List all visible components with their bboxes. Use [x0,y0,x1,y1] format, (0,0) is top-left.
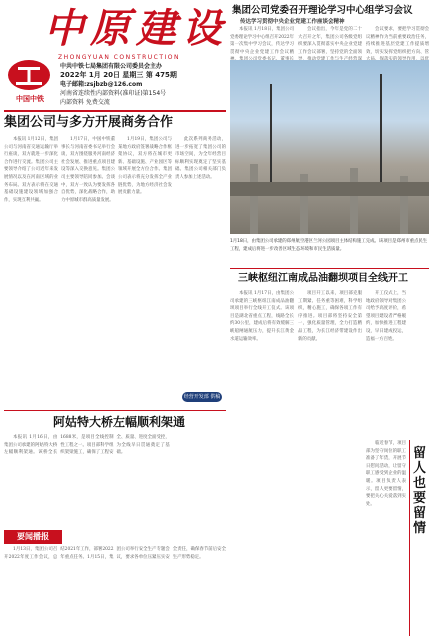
note: 内部资料 免费交流 [60,99,110,106]
main-article-title: 集团公司与多方开展商务合作 [4,115,174,130]
bridge-deck [230,182,429,196]
issue-date: 2022年 1月 20日 星期三 第 475期 [60,71,177,79]
permit: 河南省连续性内部资料(准印证)第154号 [60,90,167,97]
main-column-1 [4,136,58,408]
paragraph: 项目开工以来，项目部克服工期紧、任务重等困难，科学组织，精心施工，确保各项工作有序推进。项目部将坚持安全第一，强化质量管理，全力打造精品工程，为长江经济带建设作出新的贡献。 [298,291,362,342]
masthead-info [60,62,220,107]
paragraph: 本报讯 1月16日，由集团公司承建的阿姑特大桥左幅顺利架通。该桥全长1688米，是项目全线控制性工程之一。项目部科学组织架梁施工，确保了工程安全、质量、进度全面受控，为全线早日贯通奠定了基础。 [4,435,170,456]
email: 电子邮箱:zsjbzb@126.com [60,81,143,88]
paragraph: 1月17日，中国中铁董事长与河南省委书记举行会谈，双方围绕服务河南经济社会发展、推进重点项目建设等深入交换意见。集团公司主要领导陪同参加。会谈中，双方一致认为要发挥各自优势，深化战略合作，助力中原城市群高质量发展。 [61,137,115,203]
logo-label: 中国中铁 [16,95,44,103]
news-tag: 要闻播报 [4,530,62,544]
publisher: 中共中铁七局集团有限公司委员会主办 [60,63,163,70]
paragraph: 本报讯 1月17日，由集团公司承建的三峡枢纽江南成品油翻坝项目举行全线开工仪式。该项目是湖北省重点工程，线路全长约30公里，建成后将有效缓解三峡船闸通航压力，提升长江黄金水道运输效率。 [230,291,294,342]
news-body [4,546,226,636]
construction-photo [230,60,429,234]
paragraph: 本报讯 1月12日，集团公司与河南省交通运输厅举行座谈，双方就进一步深化合作进行交流。集团公司主要领导介绍了公司近年来发展情况以及在河南区域的业务布局。双方表示将在交通基础设施建设领域加强合作，实现互利共赢。 [4,137,58,203]
top-article-title: 集团公司党委召开理论学习中心组学习会议 [232,5,413,16]
right-column-body [366,440,406,636]
bridge-article-title: 三峡枢纽江南成品油翻坝项目全线开工 [238,273,408,284]
masthead-title: 中原建设 [44,5,228,52]
paragraph: 1月13日，集团公司召开2022年度工作会议，总结2021年工作，部署2022年重点任务。1月15日，集团公司举行安全生产专题会议，要求各单位压紧压实安全责任，确保春节前后安全生产形势稳定。 [4,547,226,560]
paragraph: 本报讯 1月18日，集团公司党委理论学习中心组召开2022年第一次集中学习会议，传达学习贯彻中央企业党建工作会议精 [230,27,294,55]
main-column-4 [175,136,226,388]
top-article-subtitle: 传达学习贯彻中央企业党建工作座谈会精神 [240,19,345,25]
section-rule [4,410,226,411]
paragraph: 会议指出，今年是党的二十大召开之年，集团公司各级党组织要深入贯彻落实中央企业党建工作会议部署，坚持党的全面领 [298,27,362,55]
paragraph: 开工仪式上，当地政府领导对集团公司给予高度评价，希望项目建设者严格履约，加快推进工程建设，早日建成投运，造福一方百姓。 [366,291,406,342]
azt-article-title: 阿姑特大桥左幅顺利架通 [52,415,185,429]
paragraph: 会议要求，要把学习贯彻会议精神作为当前重要政治任务，持续推进基层党建工作提质增效，切实发挥党组织把方向、管 [366,27,429,55]
vertical-title: 留人也要留情 [413,446,427,536]
masthead-rule [4,110,226,112]
main-column-2 [61,136,115,408]
source-stamp: 经营开发部 供稿 [183,394,221,400]
section-rule [230,268,429,269]
column-divider [409,440,410,636]
bridge-column-2 [298,290,362,636]
main-column-3 [118,136,172,408]
bridge-column-1 [230,290,294,636]
paragraph: 1月19日，集团公司与某地方政府签署战略合作框架协议，双方将在城市更新、基础设施、产业园区等领域开展全方位合作。集团公司表示将充分发挥全产业链优势，为地方经济社会发展贡献力量。 [118,137,172,196]
azt-article-body [4,434,226,526]
photo-caption: 1月18日，由集团公司承建的郑州航空港区兰河公园项目主体结构施工完成。该项目是郑州市重点民生工程，建成后将进一步改善区域生态环境和市民生活质量。 [230,239,428,252]
paragraph: 此次系列商务活动，进一步拓宽了集团公司的市场空间，为全年经营目标顺利实现奠定了坚实基础。集团公司相关部门负责人参加上述活动。 [175,137,226,180]
masthead-english-title: ZHONGYUAN CONSTRUCTION [58,54,181,61]
crec-logo-icon [6,58,52,92]
paragraph: 临近春节，项目部为坚守岗位的职工准备了年货，开展节日慰问活动，让留守职工感受到企业的温暖。项目负责人表示，留人更要留情，要把关心关爱落到实处。 [366,441,406,507]
